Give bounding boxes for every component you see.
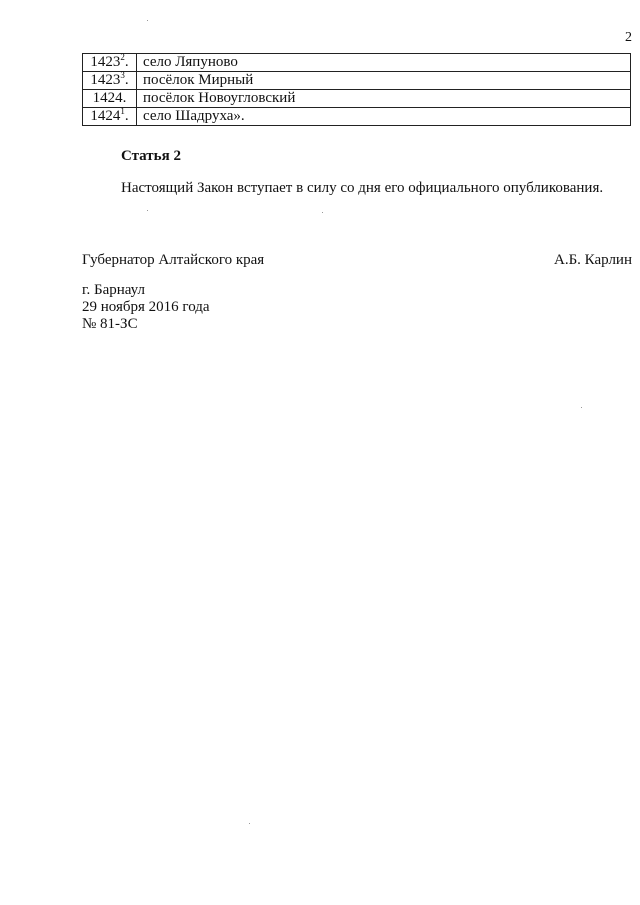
- table-row: [83, 72, 631, 90]
- row-number-cell: 1423$^3$.: [83, 72, 137, 90]
- scan-speck: [147, 20, 148, 21]
- law-number: № 81-ЗС: [82, 316, 138, 332]
- article-text: Настоящий Закон вступает в силу со дня его официального опубликования.: [121, 180, 604, 196]
- row-number-cell: 1424$^1$.: [83, 108, 137, 126]
- page-number: 2: [625, 30, 632, 45]
- settlements-table: [82, 53, 631, 126]
- scan-speck: [581, 407, 582, 408]
- table-row: [83, 90, 631, 108]
- place-date-block: [82, 282, 210, 333]
- governor-name: А.Б. Карлин: [553, 252, 632, 268]
- row-name-cell: село Шадруха».: [137, 108, 631, 126]
- row-name-cell: село Ляпуново: [137, 54, 631, 72]
- governor-title: Губернатор Алтайского края: [82, 252, 265, 268]
- table-row: [83, 108, 631, 126]
- scan-speck: [147, 210, 148, 211]
- scan-speck: [249, 823, 250, 824]
- table-row: [83, 54, 631, 72]
- article-heading: Статья 2: [121, 148, 181, 164]
- row-name-cell: посёлок Новоугловский: [137, 90, 631, 108]
- city: г. Барнаул: [82, 282, 145, 298]
- row-number-cell: 1424.: [83, 90, 137, 108]
- row-name-cell: посёлок Мирный: [137, 72, 631, 90]
- scan-speck: [322, 212, 323, 213]
- row-number-cell: 1423$^2$.: [83, 54, 137, 72]
- date: 29 ноября 2016 года: [82, 299, 210, 315]
